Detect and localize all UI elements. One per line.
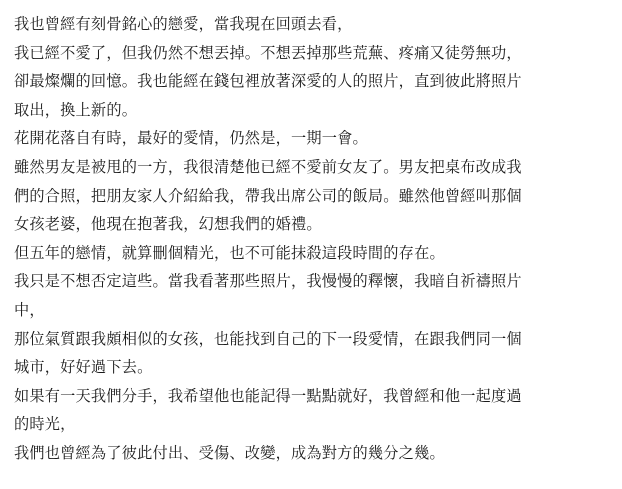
document-line: 中， — [14, 300, 45, 319]
document-line: 們的合照，把朋友家人介紹給我，帶我出席公司的飯局。雖然他曾經叫那個 — [14, 186, 522, 205]
document-line: 女孩老婆，他現在抱著我，幻想我們的婚禮。 — [14, 215, 322, 234]
document-line: 取出，換上新的。 — [14, 100, 138, 119]
document-line: 我們也曾經為了彼此付出、受傷、改變，成為對方的幾分之幾。 — [14, 443, 445, 462]
document-line: 如果有一天我們分手，我希望他也能記得一點點就好，我曾經和他一起度過 — [14, 386, 522, 405]
document-line: 那位氣質跟我頗相似的女孩，也能找到自己的下一段愛情，在跟我們同一個 — [14, 329, 522, 348]
document-line: 我只是不想否定這些。當我看著那些照片，我慢慢的釋懷，我暗自祈禱照片 — [14, 272, 522, 291]
document-line: 的時光， — [14, 415, 76, 434]
document-line: 卻最燦爛的回憶。我也能經在錢包裡放著深愛的人的照片，直到彼此將照片 — [14, 72, 522, 91]
document-line: 雖然男友是被甩的一方，我很清楚他已經不愛前女友了。男友把桌布改成我 — [14, 157, 522, 176]
document-line: 我已經不愛了，但我仍然不想丟掉。不想丟掉那些荒蕪、疼痛又徒勞無功， — [14, 43, 522, 62]
document-line: 花開花落自有時，最好的愛情，仍然是，一期一會。 — [14, 129, 368, 148]
document-line: 我也曾經有刻骨銘心的戀愛，當我現在回頭去看， — [14, 15, 353, 33]
document-line: 城市，好好過下去。 — [14, 358, 153, 377]
document-line: 但五年的戀情，就算刪個精光，也不可能抹殺這段時間的存在。 — [14, 243, 445, 262]
